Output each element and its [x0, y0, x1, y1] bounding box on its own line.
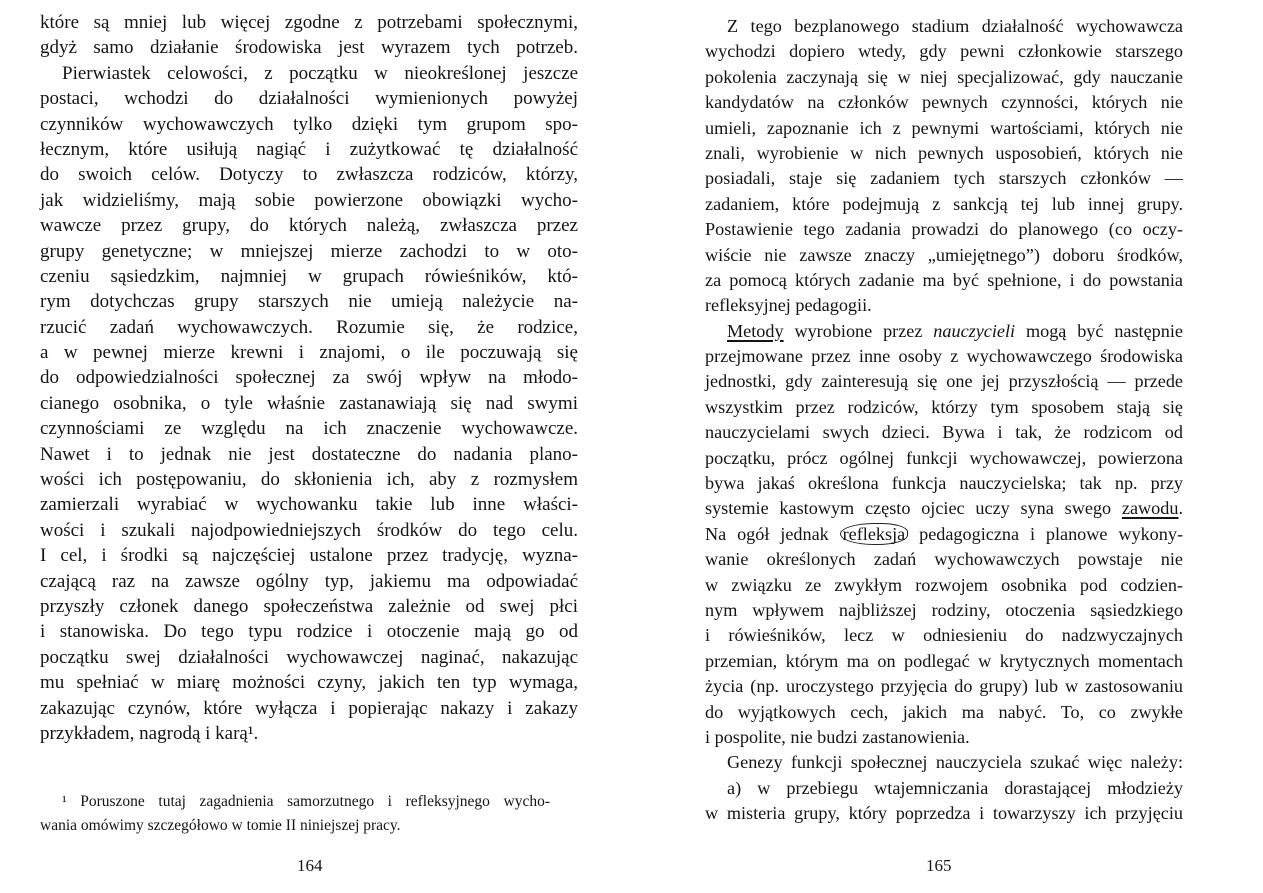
- text-line: Genezy funkcji społecznej nauczyciela szukać więc należy:: [727, 752, 1183, 773]
- text-line: bywa jakaś określona funkcja nauczycielska; tak np. przy: [705, 473, 1183, 494]
- page-number-left: 164: [297, 856, 323, 875]
- text-line: wości i szukali najodpowiedniejszych środków do tego celu.: [40, 519, 578, 541]
- text-line: grupy genetyczne; w mniejszej mierze zachodzi to w oto-: [40, 240, 578, 262]
- text-line: wychodzi dopiero wtedy, gdy pewni członkowie starszego: [705, 41, 1183, 62]
- right-page-body: [705, 14, 1183, 827]
- text-line: początku swej działalności wychowawczej naginać, nakazując: [40, 646, 578, 668]
- text-line: nym wpływem najbliższej rodziny, otoczenia sąsiedzkiego: [705, 599, 1183, 620]
- text-segment: mogą być następnie: [1015, 320, 1183, 341]
- text-line: wiście nie zawsze znaczy „umiejętnego”) doboru środków,: [705, 244, 1183, 265]
- text-line: i stanowiska. Do tego typu rodzice i otoczenie mają go od: [40, 621, 578, 643]
- text-line: początku, prócz ogólnej funkcji wychowawczej, powierzona: [705, 447, 1183, 468]
- text-line: umieli, zapoznanie ich z pewnymi wartościami, których nie: [705, 117, 1183, 138]
- left-page-body: [40, 10, 578, 746]
- text-line: pokolenia zaczynają się w niej specjalizować, gdy nauczanie: [705, 66, 1183, 87]
- text-line: Pierwiastek celowości, z początku w nieokreślonej jeszcze: [62, 62, 578, 84]
- text-line: czeniu sąsiedzkim, najmniej w grupach rówieśników, któ-: [40, 265, 578, 287]
- footnote: [40, 790, 550, 838]
- text-line: do wyjątkowych cech, jakich ma nabyć. To, co zwykłe: [705, 701, 1183, 722]
- text-line: ¹ Poruszone tutaj zagadnienia samorzutnego i refleksyjnego wycho-: [62, 793, 550, 810]
- italic-text: nauczycieli: [933, 320, 1016, 341]
- text-line: jednostki, gdy zainteresują się one jej przyszłością — przede: [705, 371, 1183, 392]
- handwritten-underline-text: zawodu: [1121, 498, 1179, 519]
- text-line: i rówieśników, lecz w odniesieniu do nadzwyczajnych: [705, 625, 1183, 646]
- text-line: do odpowiedzialności społecznej za swój wpływ na młodo-: [40, 367, 578, 389]
- text-line: [705, 522, 1183, 547]
- text-segment: systemie kastowym często ojciec uczy syna swego: [705, 498, 1122, 519]
- text-segment: .: [1178, 498, 1183, 519]
- text-line: wszystkim przez rodziców, którzy tym sposobem stają się: [705, 396, 1183, 417]
- text-line: czynników wychowawczych tylko dzięki tym grupom spo-: [40, 113, 578, 135]
- handwritten-underline-text: Metody: [727, 320, 784, 341]
- text-line: jak widzieliśmy, mają sobie powierzone obowiązki wycho-: [40, 189, 578, 211]
- text-line: kandydatów na członków pewnych czynności, których nie: [705, 92, 1183, 113]
- text-line: życia (np. uroczystego przyjęcia do grupy) lub w zastosowaniu: [705, 676, 1183, 697]
- text-line: a w pewnej mierze krewni i znajomi, o ile poczuwają się: [40, 342, 578, 364]
- text-line: Nawet i to jednak nie jest dostateczne do nadania plano-: [40, 443, 578, 465]
- text-line: a) w przebiegu wtajemniczania dorastającej młodzieży: [727, 777, 1183, 798]
- text-line: wania omówimy szczegółowo w tomie II niniejszej pracy.: [40, 817, 401, 834]
- text-line: mu spełniać w miarę możności czyny, jakich ten typ wymaga,: [40, 672, 578, 694]
- text-line: rym dotychczas grupy starszych nie umieją należycie na-: [40, 291, 578, 313]
- text-line: czającą raz na zawsze ogólny typ, jakiemu ma odpowiadać: [40, 570, 578, 592]
- text-line: rzucić zadań wychowawczych. Rozumie się, że rodzice,: [40, 316, 578, 338]
- text-line: cianego osobnika, o tyle właśnie zastanawiają się nad swymi: [40, 392, 578, 414]
- text-segment: pedagogiczna i planowe wykony-: [908, 523, 1183, 544]
- text-line: przyszły członek danego społeczeństwa zależnie od swej płci: [40, 595, 578, 617]
- text-line: postaci, wchodzi do działalności wymienionych powyżej: [40, 88, 578, 110]
- text-line: zadaniem, które podejmują z sankcją tej lub innej grupy.: [705, 193, 1183, 214]
- text-line: znali, wyrobienie w nich pewnych usposobień, których nie: [705, 142, 1183, 163]
- text-line: wanie określonych zadań wychowawczych powstaje nie: [705, 549, 1183, 570]
- text-line: posiadali, staje się zadaniem tych starszych członków —: [705, 168, 1183, 189]
- text-line: refleksyjnej pedagogii.: [705, 295, 872, 316]
- text-line: przemian, którym ma on podlegać w krytycznych momentach: [705, 650, 1183, 671]
- text-segment: wyrobione przez: [783, 320, 934, 341]
- text-line: zamierzali wyrabiać w wychowanku takie lub inne właści-: [40, 494, 578, 516]
- page-number-right: 165: [926, 856, 952, 875]
- text-line: łecznym, które usiłują nagiąć i zużytkować tę działalność: [40, 138, 578, 160]
- text-segment: Na ogół jednak: [705, 523, 840, 544]
- text-line: Z tego bezplanowego stadium działalność wychowawcza: [727, 16, 1183, 36]
- text-line: przykładem, nagrodą i karą¹.: [40, 722, 259, 744]
- text-line: wości ich postępowaniu, do skłonienia ich, aby z rozmysłem: [40, 469, 578, 491]
- text-line: wawcze przez grupy, do których należą, zwłaszcza przez: [40, 215, 578, 237]
- text-line: nauczycielami swych dzieci. Bywa i tak, że rodzicom od: [705, 422, 1183, 443]
- text-line: [705, 319, 1183, 344]
- text-line: przejmowane przez inne osoby z wychowawczego środowiska: [705, 346, 1183, 367]
- text-line: które są mniej lub więcej zgodne z potrzebami społecznymi,: [40, 12, 578, 33]
- text-line: Postawienie tego zadania prowadzi do planowego (co oczy-: [705, 219, 1183, 240]
- handwritten-circled-text: refleksja: [840, 523, 909, 545]
- text-line: czynnościami ze względu na ich znaczenie wychowawcze.: [40, 418, 578, 440]
- text-line: za pomocą których zadanie ma być spełnione, i do powstania: [705, 269, 1183, 290]
- text-line: [705, 496, 1183, 521]
- text-line: w związku ze zwykłym rozwojem osobnika pod codzien-: [705, 574, 1183, 595]
- text-line: i pospolite, nie budzi zastanowienia.: [705, 726, 970, 747]
- text-line: I cel, i środki są najczęściej ustalone przez tradycję, wyzna-: [40, 545, 578, 567]
- text-line: zakazując czynów, które wyłącza i popierając nakazy i zakazy: [40, 697, 578, 719]
- text-line: do swoich celów. Dotyczy to zwłaszcza rodziców, którzy,: [40, 164, 578, 186]
- text-line: w misteria grupy, który poprzedza i towarzyszy ich przyjęciu: [705, 803, 1183, 824]
- text-line: gdyż samo działanie środowiska jest wyrazem tych potrzeb.: [40, 37, 578, 59]
